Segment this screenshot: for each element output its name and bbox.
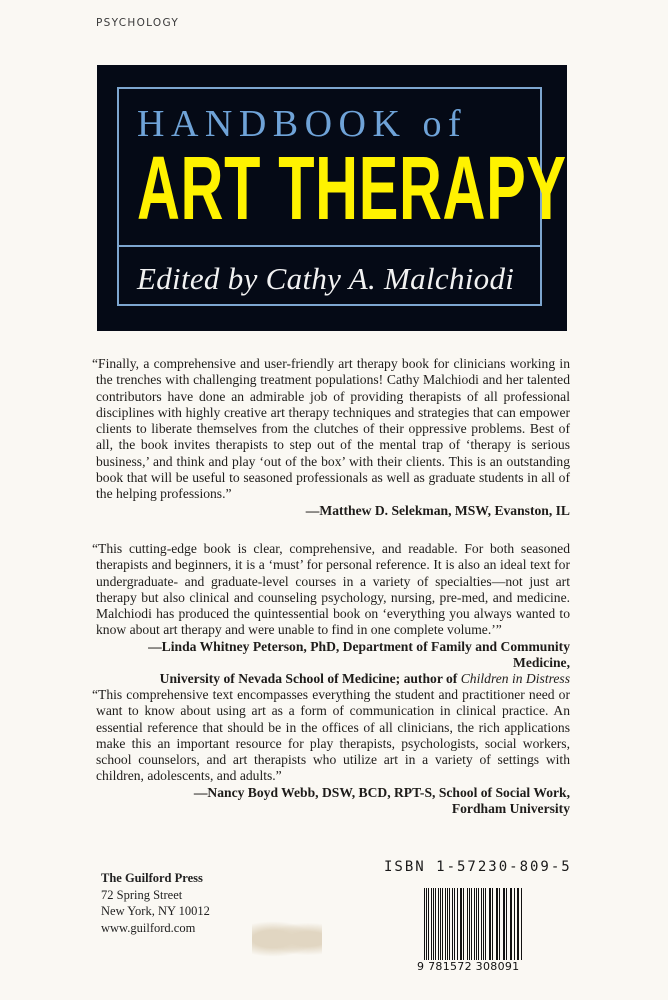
publisher-address xyxy=(101,870,210,936)
barcode-digits: 9 781572 308091 xyxy=(417,960,520,973)
blurb-attribution xyxy=(96,639,570,688)
attribution-affiliation: University of Nevada School of Medicine; author of xyxy=(159,671,461,687)
isbn-label: ISBN 1-57230-809-5 xyxy=(384,859,572,875)
barcode-bar xyxy=(492,888,493,960)
barcode-bar xyxy=(454,888,455,960)
barcode-bar xyxy=(463,888,464,960)
blurb-peterson xyxy=(92,541,570,688)
title-art-therapy: ART THERAPY xyxy=(137,139,567,239)
barcode-bar xyxy=(474,888,475,960)
title-panel xyxy=(97,65,567,331)
blurb-attribution: —Matthew D. Selekman, MSW, Evanston, IL xyxy=(305,502,570,518)
book-title: Children in Distress xyxy=(460,671,570,687)
barcode-bar xyxy=(424,888,425,960)
attribution-line1: —Nancy Boyd Webb, DSW, BCD, RPT-S, School of Social Work, xyxy=(193,784,570,800)
attribution-line2 xyxy=(96,671,570,687)
barcode-bar xyxy=(467,888,468,960)
blurb-selekman xyxy=(92,356,570,519)
category-label: PSYCHOLOGY xyxy=(96,17,180,29)
paper-stain xyxy=(252,918,322,960)
barcode-bar xyxy=(499,888,500,960)
title-divider xyxy=(119,245,540,247)
blurb-attribution xyxy=(96,785,570,818)
blurb-quote: “This cutting-edge book is clear, comprehensive, and readable. For both seasoned therapists and beginners, it is a ‘must’ for personal reference. It is also an ideal text for undergraduate- and graduate-level courses in a variety of specialties—not just art therapy but also clinical and counseling psychology, nursing, pre-med, and medicine. Malchiodi has produced the quintessential book on ‘everything you always wanted to know about art therapy and were unable to find in one complete volume.’” xyxy=(92,541,570,638)
barcode-bar xyxy=(503,888,504,960)
blurb-webb xyxy=(92,687,570,817)
barcode-bar xyxy=(442,888,443,960)
barcode-bar xyxy=(521,888,522,960)
barcode-bar xyxy=(506,888,507,960)
barcode-bar xyxy=(452,888,453,960)
publisher-city: New York, NY 10012 xyxy=(101,904,210,918)
barcode-bar xyxy=(445,888,446,960)
publisher-street: 72 Spring Street xyxy=(101,887,183,902)
barcode-bar xyxy=(514,888,515,960)
attribution-line1: —Linda Whitney Peterson, PhD, Department of Family and Community Medicine, xyxy=(148,638,570,671)
editor-credit: Edited by Cathy A. Malchiodi xyxy=(137,261,515,296)
title-handbook-of: HANDBOOK of xyxy=(137,103,468,145)
barcode-icon xyxy=(424,888,524,960)
barcode-bar xyxy=(485,888,486,960)
blurb-quote: “Finally, a comprehensive and user-friendly art therapy book for clinicians working in the trenches with challenging treatment populations! Cathy Malchiodi and her talented contributors have done an admirable job of providing therapists of all professional disciplines with highly creative art therapy techniques and strategies that can empower clients to liberate themselves from the clutches of their oppressive problems. Best of all, the book invites therapists to step out of the mental trap of ‘therapy is serious business,’ and think and play ‘out of the box’ with their clients. This is an outstanding book that will be useful to seasoned professionals as well as graduate students in all of the helping professions.” xyxy=(92,356,570,502)
title-frame xyxy=(117,87,567,306)
attribution-line2: Fordham University xyxy=(451,801,570,817)
blurb-quote: “This comprehensive text encompasses everything the student and practitioner need or want to know about using art as a form of communication in clinical practice. An essential reference that should be in the offices of all clinicians, the rich applications make this an important resource for play therapists, psychologists, social workers, school counselors, and art therapists who utilize art in a variety of settings with children, adolescents, and adults.” xyxy=(92,687,570,784)
barcode-bar xyxy=(481,888,482,960)
publisher-name: The Guilford Press xyxy=(101,871,203,885)
barcode-bar xyxy=(433,888,434,960)
publisher-website: www.guilford.com xyxy=(101,920,196,935)
barcode-bar xyxy=(431,888,432,960)
